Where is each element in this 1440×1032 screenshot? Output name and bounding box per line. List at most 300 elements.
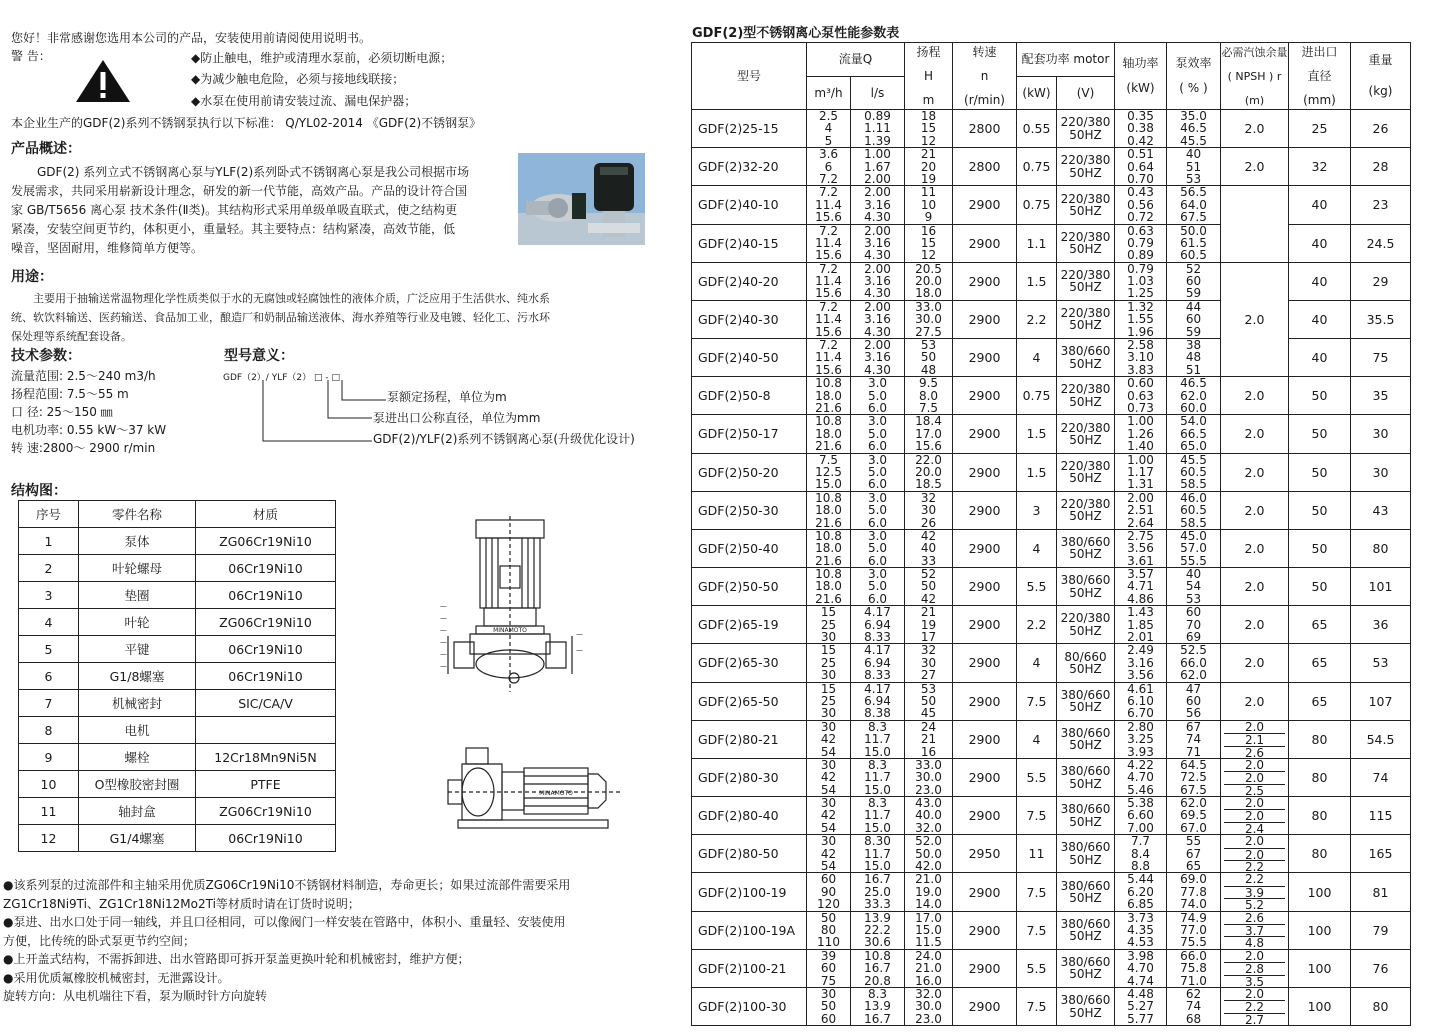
part-number: 1	[19, 528, 79, 555]
diameter-cell: 32	[1289, 148, 1351, 186]
flow-m3h-cell-value: 21.6	[815, 516, 842, 529]
flow-ls-cell-value: 2.00	[864, 339, 891, 352]
efficiency-cell-value: 66.5	[1180, 427, 1207, 441]
weight-cell: 35.5	[1351, 300, 1411, 338]
voltage-cell-value: 220/380	[1060, 459, 1111, 473]
power-kw-cell: 7.5	[1017, 873, 1057, 911]
flow-m3h-cell-value: 10.8	[815, 377, 842, 390]
shaft-power-cell-value: 1.25	[1127, 287, 1154, 300]
table-header-row	[19, 501, 336, 528]
head-cell	[905, 148, 953, 186]
power-kw-cell: 11	[1017, 835, 1057, 873]
voltage-cell-value: 220/380	[1060, 154, 1111, 167]
efficiency-cell-value: 62	[1185, 987, 1202, 1001]
shaft-power-cell-value: 0.63	[1127, 224, 1154, 237]
shaft-power-cell-value: 6.60	[1127, 809, 1154, 822]
shaft-power-cell-value: 2.51	[1127, 504, 1154, 517]
weight-cell: 115	[1351, 797, 1411, 835]
head-cell-value: 11.5	[915, 936, 942, 949]
flow-m3h-cell-value: 50	[820, 911, 837, 924]
flow-m3h-cell-value: 25	[820, 618, 837, 632]
head-cell-value: 27.5	[915, 325, 942, 339]
efficiency-cell-value: 65	[1185, 860, 1202, 873]
shaft-power-cell-value: 1.17	[1127, 465, 1154, 479]
table-row	[692, 415, 1411, 453]
feature-line: ●泵进、出水口处于同一轴线，并且口径相同，可以像阀门一样安装在管路中，体积小、重量轻、安装使用	[3, 915, 566, 929]
perf-table-title: GDF(2)型不锈钢离心泵性能参数表	[692, 26, 900, 41]
npsh-cell: 2.0	[1221, 568, 1289, 606]
npsh-cell	[1221, 911, 1289, 949]
flow-m3h-cell-value: 6	[824, 160, 833, 173]
efficiency-cell	[1167, 491, 1221, 529]
flow-ls-cell-value: 6.94	[864, 694, 891, 708]
efficiency-cell-value: 40	[1185, 568, 1202, 581]
weight-cell: 30	[1351, 415, 1411, 453]
power-kw-cell: 1.1	[1017, 224, 1057, 262]
diameter-cell: 80	[1289, 797, 1351, 835]
power-kw-cell: 5.5	[1017, 758, 1057, 796]
diameter-cell: 40	[1289, 262, 1351, 300]
head-cell-value: 9	[924, 211, 933, 224]
tech-line: 转 速:2800～ 2900 r/min	[11, 441, 156, 455]
efficiency-cell	[1167, 835, 1221, 873]
head-cell-value: 17.0	[915, 427, 942, 441]
shaft-power-cell-value: 5.46	[1127, 783, 1154, 797]
flow-ls-cell	[851, 339, 905, 377]
efficiency-cell-value: 67	[1185, 847, 1202, 861]
svg-text:—: —	[440, 662, 447, 670]
structure-heading: 结构图：	[11, 483, 67, 499]
head-cell-value: 42	[920, 592, 937, 606]
feature-line: 旋转方向：从电机端往下看，泵为顺时针方向旋转	[3, 989, 268, 1003]
flow-ls-cell-value: 8.3	[867, 720, 888, 734]
shaft-power-cell-value: 3.83	[1127, 363, 1154, 377]
table-row	[19, 663, 336, 690]
feature-line: ZG1Cr18Ni9Ti、ZG1Cr18Ni12Mo2Ti等材质时请在订货时说明；	[3, 896, 360, 911]
model-cell: GDF(2)80-40	[692, 797, 807, 835]
shaft-power-cell-value: 0.89	[1127, 249, 1154, 262]
weight-cell: 26	[1351, 110, 1411, 148]
flow-ls-cell-value: 8.33	[864, 631, 891, 644]
efficiency-cell-value: 58.5	[1180, 478, 1207, 491]
efficiency-cell	[1167, 949, 1221, 987]
flow-m3h-cell	[807, 491, 851, 529]
flow-ls-cell-value: 6.0	[867, 592, 888, 606]
flow-m3h-cell	[807, 797, 851, 835]
flow-m3h-cell	[807, 110, 851, 148]
head-cell	[905, 186, 953, 224]
svg-text:—: —	[440, 602, 447, 610]
flow-ls-cell-value: 22.2	[864, 924, 891, 937]
flow-ls-cell	[851, 949, 905, 987]
model-cell: GDF(2)32-20	[692, 148, 807, 186]
diameter-cell: 50	[1289, 377, 1351, 415]
flow-ls-cell-value: 3.16	[864, 275, 891, 288]
part-number: 6	[19, 663, 79, 690]
weight-cell: 53	[1351, 644, 1411, 682]
flow-m3h-cell-value: 21.6	[815, 554, 842, 568]
head-cell-value: 15.6	[915, 440, 942, 453]
head-cell-value: 50	[920, 351, 937, 364]
flow-m3h-cell-value: 15	[820, 644, 837, 657]
efficiency-cell-value: 74	[1185, 1000, 1202, 1013]
efficiency-cell	[1167, 148, 1221, 186]
part-material: ZG06Cr19Ni10	[196, 609, 336, 636]
flow-m3h-cell-value: 42	[820, 771, 837, 784]
head-cell-value: 14.0	[915, 898, 942, 911]
speed-cell: 2900	[953, 529, 1017, 567]
flow-m3h-cell	[807, 186, 851, 224]
power-kw-cell: 4	[1017, 720, 1057, 758]
shaft-power-cell	[1115, 339, 1167, 377]
weight-cell: 80	[1351, 987, 1411, 1025]
head-cell-value: 30	[920, 504, 937, 517]
table-row	[19, 717, 336, 744]
flow-ls-cell-value: 6.0	[867, 516, 888, 529]
voltage-cell-value: 220/380	[1060, 307, 1111, 320]
efficiency-cell	[1167, 186, 1221, 224]
head-cell-value: 11	[920, 186, 937, 199]
diameter-cell: 80	[1289, 720, 1351, 758]
voltage-cell	[1057, 186, 1115, 224]
efficiency-cell-value: 77.0	[1180, 924, 1207, 937]
head-cell	[905, 224, 953, 262]
parts-table	[18, 500, 336, 852]
weight-cell: 76	[1351, 949, 1411, 987]
diameter-cell: 65	[1289, 682, 1351, 720]
efficiency-cell-value: 65.0	[1180, 440, 1207, 453]
speed-cell: 2900	[953, 491, 1017, 529]
flow-ls-cell-value: 5.0	[867, 465, 888, 479]
column-header: 材质	[196, 501, 336, 528]
efficiency-cell-value: 60.5	[1180, 465, 1207, 479]
head-cell-value: 30.0	[915, 1000, 942, 1013]
flow-ls-cell-value: 16.7	[864, 1012, 891, 1026]
head-cell	[905, 491, 953, 529]
shaft-power-cell	[1115, 148, 1167, 186]
shaft-power-cell-value: 0.79	[1127, 236, 1154, 250]
voltage-cell-value: 50HZ	[1069, 510, 1102, 523]
head-cell-value: 18.5	[915, 478, 942, 491]
head-cell-value: 20.0	[915, 275, 942, 288]
shaft-power-cell	[1115, 911, 1167, 949]
efficiency-cell-value: 55	[1185, 835, 1202, 848]
model-cell: GDF(2)65-19	[692, 606, 807, 644]
shaft-power-cell	[1115, 797, 1167, 835]
efficiency-cell-value: 46.5	[1180, 377, 1207, 390]
flow-ls-cell-value: 6.0	[867, 478, 888, 491]
warning-item: ◆防止触电，维护或清理水泵前，必须切断电源；	[191, 51, 453, 65]
head-cell	[905, 682, 953, 720]
table-row	[692, 568, 1411, 606]
svg-text:—: —	[440, 626, 447, 634]
table-header-row	[692, 43, 1411, 77]
efficiency-cell-value: 46.0	[1180, 491, 1207, 505]
flow-m3h-cell	[807, 873, 851, 911]
flow-m3h-cell-value: 11.4	[815, 351, 842, 364]
voltage-cell	[1057, 873, 1115, 911]
head-cell-value: 19	[920, 172, 937, 186]
flow-m3h-cell-value: 15.6	[815, 287, 842, 300]
flow-m3h-cell-value: 10.8	[815, 415, 842, 428]
flow-m3h-cell-value: 12.5	[815, 465, 842, 479]
efficiency-cell	[1167, 262, 1221, 300]
voltage-cell	[1057, 491, 1115, 529]
part-material: PTFE	[196, 771, 336, 798]
efficiency-cell-value: 69	[1185, 631, 1202, 644]
voltage-cell-value: 50HZ	[1069, 472, 1102, 485]
voltage-cell-value: 220/380	[1060, 116, 1111, 129]
npsh-cell: 2.0	[1221, 491, 1289, 529]
flow-ls-cell-value: 8.3	[867, 797, 888, 810]
header-npsh-label: 必需汽蚀余量	[1221, 45, 1288, 59]
npsh-cell-value: 2.1	[1224, 733, 1285, 745]
flow-ls-cell-value: 6.94	[864, 618, 891, 632]
table-row	[692, 835, 1411, 873]
power-kw-cell: 0.75	[1017, 377, 1057, 415]
efficiency-cell	[1167, 300, 1221, 338]
power-kw-cell: 4	[1017, 529, 1057, 567]
head-cell	[905, 110, 953, 148]
flow-ls-cell	[851, 224, 905, 262]
flow-m3h-cell-value: 54	[820, 783, 837, 797]
flow-m3h-cell-value: 30	[820, 835, 837, 848]
flow-ls-cell	[851, 606, 905, 644]
flow-m3h-cell-value: 18.0	[815, 389, 842, 402]
svg-text:—: —	[440, 650, 447, 658]
shaft-power-cell-value: 3.25	[1127, 733, 1154, 746]
part-number: 9	[19, 744, 79, 771]
voltage-cell-value: 50HZ	[1069, 662, 1102, 676]
voltage-cell-value: 380/660	[1060, 917, 1111, 931]
efficiency-cell-value: 74	[1185, 733, 1202, 746]
head-cell	[905, 873, 953, 911]
flow-m3h-cell-value: 21.6	[815, 440, 842, 453]
part-material: 06Cr19Ni10	[196, 636, 336, 663]
flow-m3h-cell	[807, 529, 851, 567]
header-head-symbol: H	[923, 68, 934, 83]
flow-m3h-cell-value: 75	[820, 974, 837, 987]
model-cell: GDF(2)50-17	[692, 415, 807, 453]
feature-line: ●采用优质氟橡胶机械密封，无泄露设计。	[3, 970, 230, 985]
table-row	[19, 798, 336, 825]
power-kw-cell: 2.2	[1017, 300, 1057, 338]
npsh-cell-value: 2.0	[1224, 809, 1285, 821]
part-name: 电机	[79, 717, 196, 744]
flow-m3h-cell-value: 54	[820, 821, 837, 835]
head-cell-value: 12	[920, 249, 937, 262]
flow-m3h-cell	[807, 377, 851, 415]
npsh-cell-value: 4.8	[1224, 936, 1285, 948]
head-cell	[905, 262, 953, 300]
efficiency-cell-value: 71.0	[1180, 974, 1207, 987]
flow-m3h-cell-value: 3.6	[818, 148, 839, 161]
diameter-cell: 100	[1289, 949, 1351, 987]
power-kw-cell: 0.55	[1017, 110, 1057, 148]
header-model: 型号	[692, 43, 807, 110]
header-flow-ls: l/s	[851, 77, 905, 110]
shaft-power-cell-value: 2.64	[1127, 516, 1154, 529]
power-kw-cell: 5.5	[1017, 568, 1057, 606]
flow-m3h-cell-value: 54	[820, 745, 837, 758]
flow-m3h-cell-value: 110	[817, 936, 840, 949]
efficiency-cell-value: 45.5	[1180, 453, 1207, 466]
flow-m3h-cell	[807, 224, 851, 262]
weight-cell: 54.5	[1351, 720, 1411, 758]
head-cell-value: 16.0	[915, 974, 942, 987]
header-flow: 流量Q	[807, 43, 905, 77]
shaft-power-cell-value: 3.16	[1127, 656, 1154, 670]
table-row	[19, 825, 336, 852]
voltage-cell	[1057, 262, 1115, 300]
shaft-power-cell-value: 3.61	[1127, 554, 1154, 568]
speed-cell: 2900	[953, 377, 1017, 415]
efficiency-cell-value: 75.8	[1180, 962, 1207, 975]
table-row	[692, 453, 1411, 491]
efficiency-cell-value: 52	[1185, 262, 1202, 276]
vertical-pump-drawing	[440, 516, 590, 692]
voltage-cell-value: 380/660	[1060, 345, 1111, 358]
flow-ls-cell-value: 0.89	[864, 110, 891, 123]
flow-m3h-cell-value: 30	[820, 669, 837, 682]
head-cell-value: 32	[920, 491, 937, 505]
efficiency-cell	[1167, 453, 1221, 491]
voltage-cell-value: 50HZ	[1069, 701, 1102, 714]
flow-m3h-cell-value: 25	[820, 656, 837, 670]
model-cell: GDF(2)40-15	[692, 224, 807, 262]
flow-ls-cell	[851, 873, 905, 911]
flow-ls-cell-value: 11.7	[864, 771, 891, 784]
shaft-power-cell-value: 2.00	[1127, 491, 1154, 505]
header-speed-label: 转速	[972, 44, 997, 59]
efficiency-cell	[1167, 606, 1221, 644]
head-cell-value: 32	[920, 644, 937, 657]
table-row	[19, 582, 336, 609]
head-cell-value: 12	[920, 134, 937, 148]
flow-ls-cell-value: 15.0	[864, 745, 891, 758]
npsh-cell: 2.0	[1221, 262, 1289, 377]
flow-m3h-cell-value: 30	[820, 707, 837, 720]
flow-ls-cell	[851, 529, 905, 567]
usage-line: 保处理等系统配套设备。	[11, 330, 132, 343]
flow-m3h-cell	[807, 415, 851, 453]
head-cell	[905, 720, 953, 758]
part-name: G1/4螺塞	[79, 825, 196, 852]
head-cell-value: 24.0	[915, 949, 942, 963]
flow-m3h-cell-value: 42	[820, 733, 837, 746]
npsh-cell-value: 2.0	[1244, 987, 1265, 1001]
model-code: GDF（2）/ YLF（2） □ - □	[223, 373, 340, 383]
efficiency-cell-value: 62.0	[1180, 669, 1207, 682]
flow-m3h-cell-value: 10.8	[815, 491, 842, 505]
flow-ls-cell-value: 1.67	[864, 160, 891, 173]
npsh-cell: 2.0	[1221, 529, 1289, 567]
head-cell-value: 22.0	[915, 453, 942, 466]
head-cell-value: 15.0	[915, 924, 942, 937]
tech-line: 扬程范围: 7.5～55 m	[11, 387, 129, 401]
head-cell-value: 43.0	[915, 797, 942, 810]
model-cell: GDF(2)25-15	[692, 110, 807, 148]
model-note: 泵进出口公称直径，单位为mm	[373, 411, 541, 425]
flow-m3h-cell-value: 7.2	[818, 262, 839, 276]
diameter-cell: 25	[1289, 110, 1351, 148]
voltage-cell-value: 50HZ	[1069, 166, 1102, 180]
head-cell-value: 33.0	[915, 758, 942, 772]
table-row	[692, 491, 1411, 529]
efficiency-cell-value: 56.5	[1180, 186, 1207, 199]
weight-cell: 107	[1351, 682, 1411, 720]
power-kw-cell: 5.5	[1017, 949, 1057, 987]
npsh-cell-value: 2.0	[1244, 758, 1265, 772]
header-eff	[1167, 43, 1221, 110]
shaft-power-cell-value: 2.58	[1127, 339, 1154, 352]
flow-ls-cell-value: 3.0	[867, 453, 888, 466]
head-cell	[905, 644, 953, 682]
efficiency-cell-value: 67	[1185, 720, 1202, 734]
flow-m3h-cell-value: 25	[820, 694, 837, 708]
flow-m3h-cell-value: 10.8	[815, 529, 842, 543]
efficiency-cell-value: 70	[1185, 618, 1202, 632]
shaft-power-cell-value: 4.74	[1127, 974, 1154, 987]
efficiency-cell-value: 67.5	[1180, 783, 1207, 797]
efficiency-cell-value: 56	[1185, 707, 1202, 720]
npsh-cell: 2.0	[1221, 148, 1289, 186]
efficiency-cell-value: 60	[1185, 606, 1202, 619]
table-row	[692, 529, 1411, 567]
head-cell	[905, 339, 953, 377]
flow-m3h-cell-value: 15.6	[815, 249, 842, 262]
efficiency-cell-value: 55.5	[1180, 554, 1207, 568]
npsh-cell: 2.0	[1221, 377, 1289, 415]
flow-m3h-cell-value: 7.2	[818, 300, 839, 314]
shaft-power-cell-value: 4.35	[1127, 924, 1154, 937]
flow-ls-cell-value: 4.17	[864, 682, 891, 695]
npsh-cell-value: 2.2	[1224, 1000, 1285, 1012]
voltage-cell-value: 220/380	[1060, 612, 1111, 625]
model-cell: GDF(2)100-19	[692, 873, 807, 911]
efficiency-cell-value: 60	[1185, 694, 1202, 708]
voltage-cell	[1057, 529, 1115, 567]
flow-m3h-cell-value: 7.5	[818, 453, 839, 466]
flow-ls-cell-value: 2.00	[864, 172, 891, 186]
shaft-power-cell-value: 5.77	[1127, 1012, 1154, 1026]
warning-label: 警 告：	[11, 49, 51, 63]
diameter-cell: 80	[1289, 835, 1351, 873]
efficiency-cell-value: 61.5	[1180, 236, 1207, 250]
flow-m3h-cell-value: 30	[820, 720, 837, 734]
flow-ls-cell-value: 5.0	[867, 427, 888, 441]
efficiency-cell	[1167, 339, 1221, 377]
voltage-cell-value: 380/660	[1060, 955, 1111, 969]
part-name: 垫圈	[79, 582, 196, 609]
flow-m3h-cell	[807, 568, 851, 606]
efficiency-cell-value: 60	[1185, 313, 1202, 326]
voltage-cell	[1057, 339, 1115, 377]
table-row	[692, 720, 1411, 758]
part-name: 螺栓	[79, 744, 196, 771]
flow-ls-cell-value: 5.0	[867, 542, 888, 555]
speed-cell: 2900	[953, 300, 1017, 338]
head-cell-value: 40	[920, 542, 937, 555]
part-material: ZG06Cr19Ni10	[196, 528, 336, 555]
diameter-cell: 40	[1289, 186, 1351, 224]
flow-m3h-cell-value: 120	[817, 898, 840, 911]
flow-m3h-cell-value: 60	[820, 1012, 837, 1026]
shaft-power-cell-value: 1.55	[1127, 313, 1154, 326]
voltage-cell-value: 50HZ	[1069, 243, 1102, 256]
model-note: 泵额定扬程，单位为m	[387, 390, 507, 404]
head-cell	[905, 606, 953, 644]
